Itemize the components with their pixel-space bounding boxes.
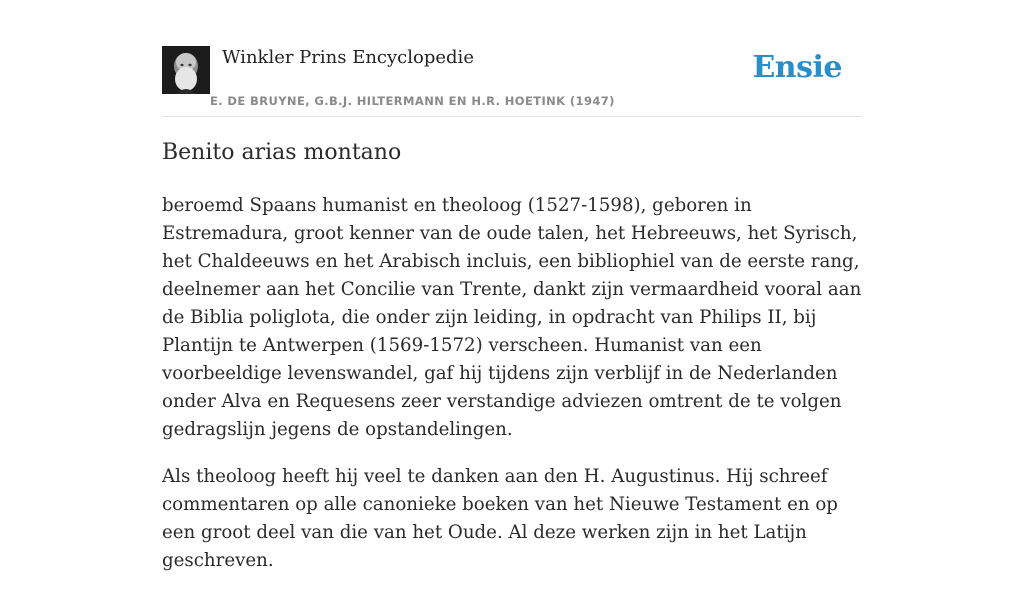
book-header [162,0,862,117]
page-container [162,0,862,571]
entry-title: Benito arias montano [162,140,402,165]
portrait-image [162,46,210,94]
book-authors: E. DE BRUYNE, G.B.J. HILTERMANN EN H.R. HOETINK (1947) [210,94,615,108]
author-avatar[interactable] [162,46,210,94]
book-title[interactable]: Winkler Prins Encyclopedie [222,47,474,68]
ensie-logo[interactable]: Ensie [752,50,842,85]
entry-paragraph: beroemd Spaans humanist en theoloog (1527-1598), geboren in Estremadura, groot kenner van de oude talen, het Hebreeuws, het Syrisch, het Chaldeeuws en het Arabisch incluis, een bibliophiel van de eerste rang, deelnemer aan het Concilie van Trente, dankt zijn vermaardheid vooral aan de Biblia poliglota, die onder zijn leiding, in opdracht van Philips II, bij Plantijn te Antwerpen (1569-1572) verscheen. Humanist van een voorbeeldige levenswandel, gaf hij tijdens zijn verblijf in de Nederlanden onder Alva en Requesens zeer verstandige adviezen omtrent de te volgen gedragslijn jegens de opstandelingen. [162,195,862,440]
entry-body [162,192,862,594]
entry-paragraph: Als theoloog heeft hij veel te danken aan den H. Augustinus. Hij schreef commentaren op alle canonieke boeken van het Nieuwe Testament en op een groot deel van die van het Oude. Al deze werken zijn in het Latijn geschreven. [162,466,838,571]
